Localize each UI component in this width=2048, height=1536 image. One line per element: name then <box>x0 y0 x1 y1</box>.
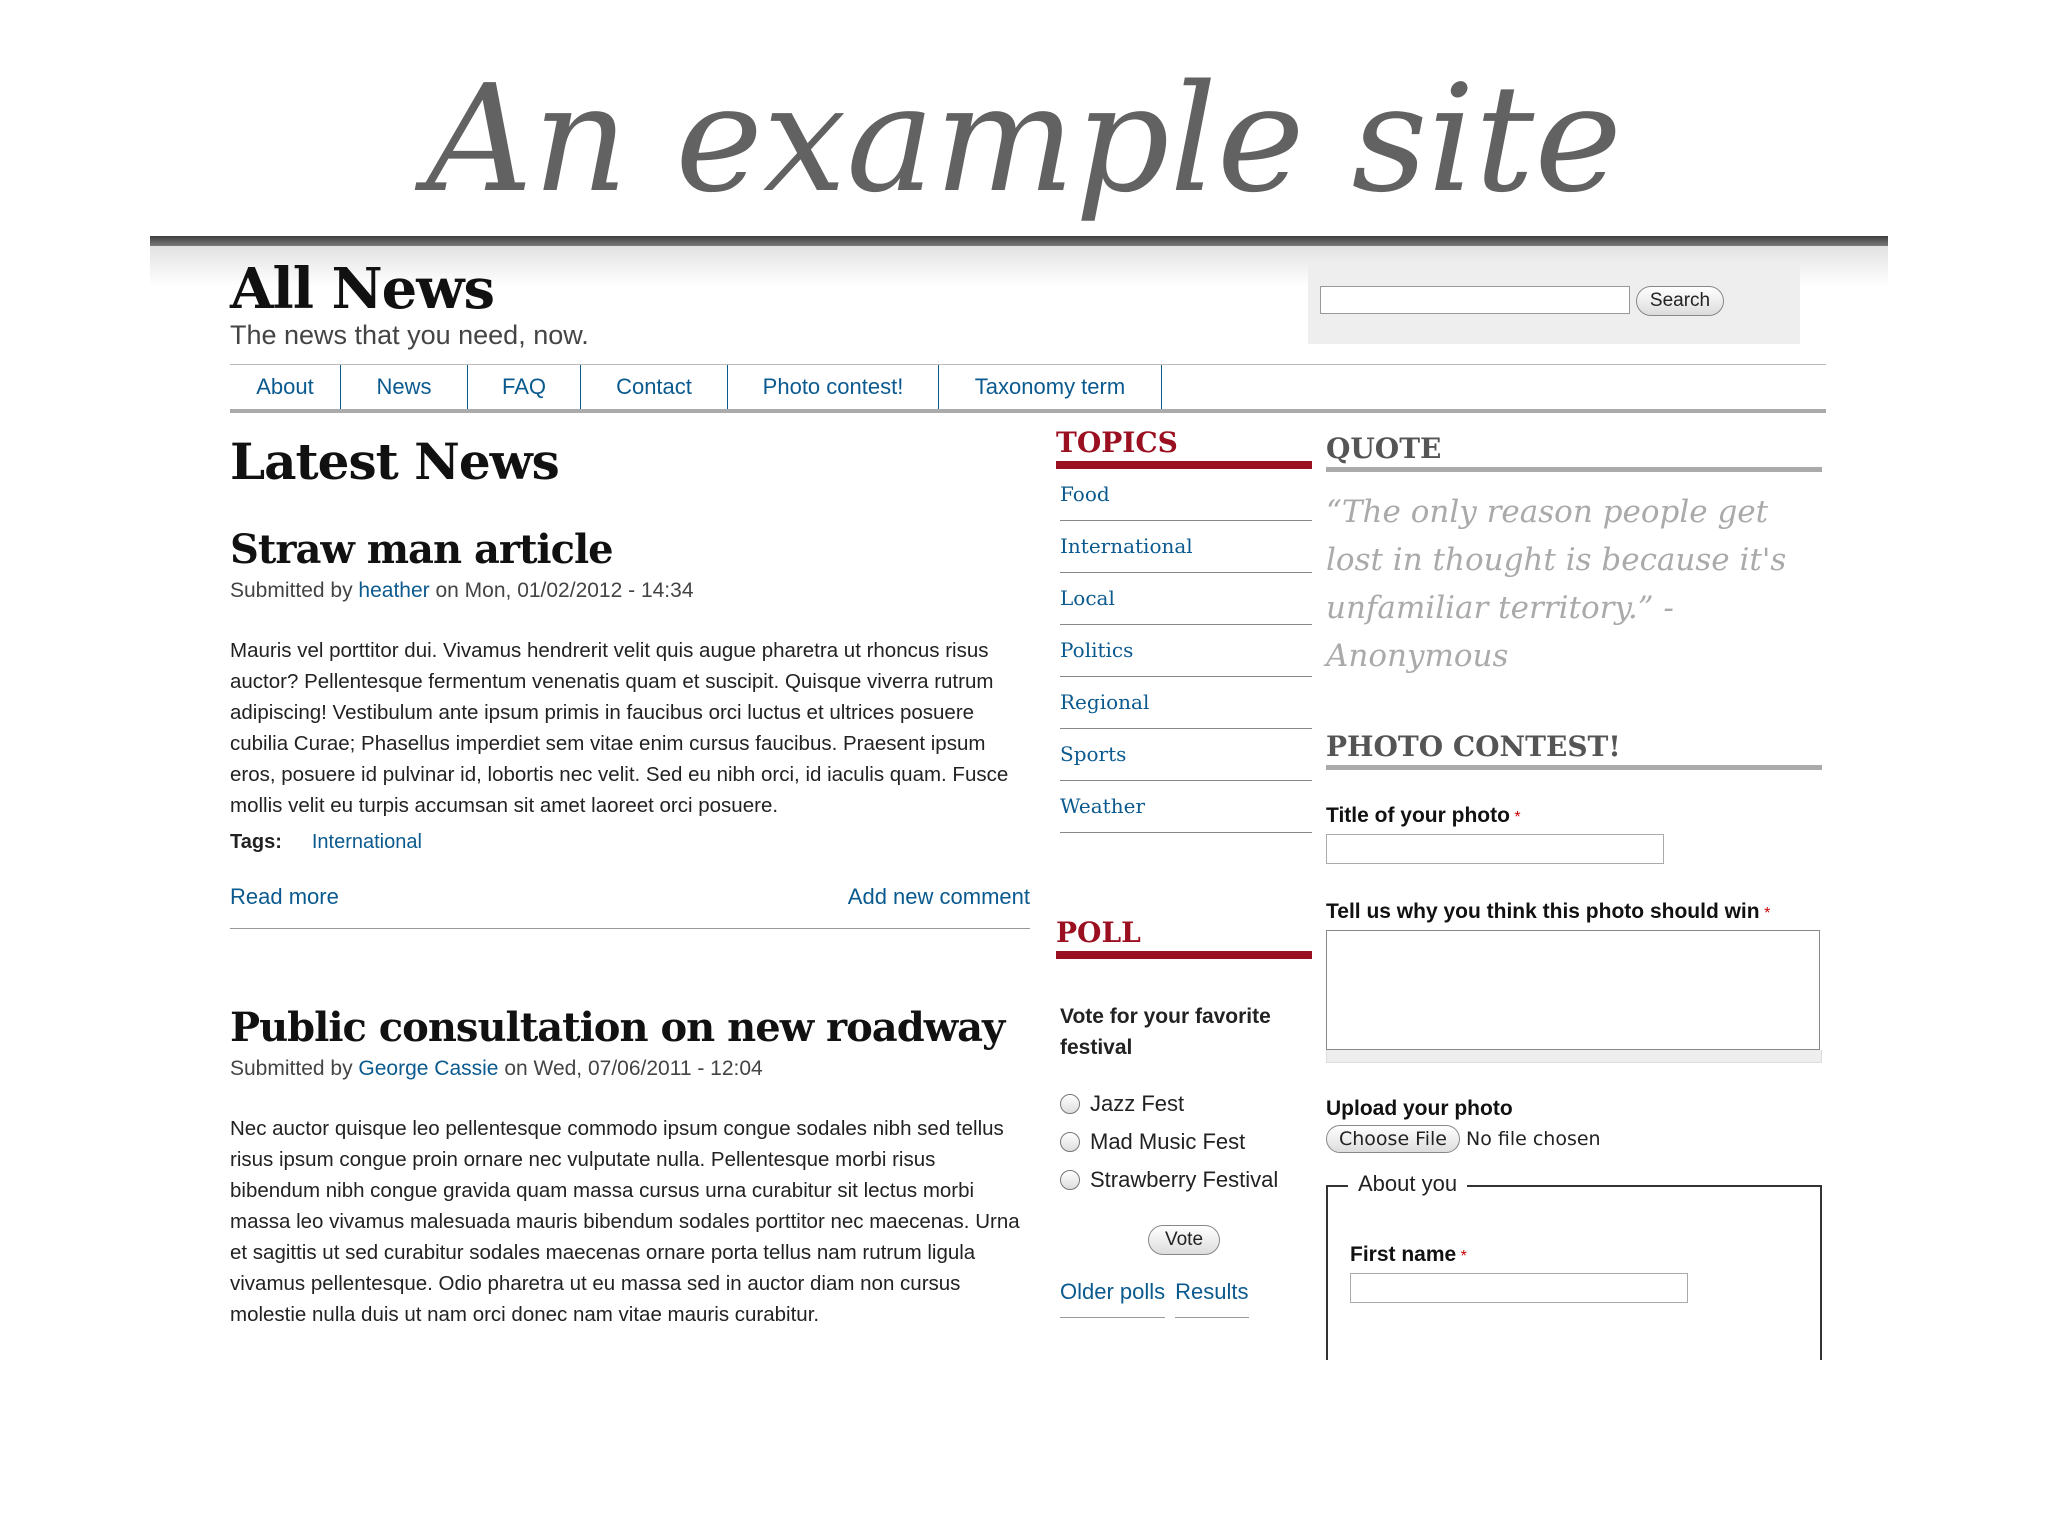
tag-link[interactable]: International <box>311 831 422 853</box>
topic-link-international[interactable]: International <box>1060 521 1312 573</box>
required-mark: * <box>1460 1248 1467 1265</box>
nav-item-photo-contest[interactable]: Photo contest! <box>728 365 939 409</box>
article-title[interactable]: Public consultation on new roadway <box>230 1004 1005 1051</box>
poll-block <box>1056 916 1312 1318</box>
required-mark: * <box>1514 809 1521 826</box>
article-tags <box>230 831 1030 854</box>
article-submitted <box>230 1057 1030 1081</box>
nav-item-news[interactable]: News <box>341 365 468 409</box>
topic-link-food[interactable]: Food <box>1060 469 1312 521</box>
article-date: on Wed, 07/06/2011 - 12:04 <box>498 1057 763 1080</box>
upload-field <box>1326 1097 1822 1153</box>
article-body: Mauris vel porttitor dui. Vivamus hendrerit velit quis augue pharetra ut rhoncus risus auctor? Pellentesque fermentum venenatis quam et suscipit. Quisque viverra rutrum adipiscing! Vestibulum ante ipsum primis in faucibus orci luctus et ultrices posuere cubilia Curae; Phasellus imperdiet sem vitae enim cursus faucibus. Praesent ipsum eros, posuere id pulvinar id, lobortis nec velit. Sed eu nibh orci, id iaculis quam. Fusce mollis velit eu turpis accumsan sit amet laoreet orci posuere. <box>230 639 1009 817</box>
poll-options <box>1060 1085 1312 1199</box>
nav-item-contact[interactable]: Contact <box>581 365 728 409</box>
poll-title: POLL <box>1056 916 1312 959</box>
required-mark: * <box>1764 905 1771 922</box>
poll-links <box>1060 1279 1312 1318</box>
why-field <box>1326 900 1822 1063</box>
photo-title-field <box>1326 804 1822 864</box>
main-navigation <box>230 364 1826 413</box>
photo-contest-title: PHOTO CONTEST! <box>1326 730 1822 770</box>
topic-link-politics[interactable]: Politics <box>1060 625 1312 677</box>
radio-button[interactable] <box>1060 1170 1080 1190</box>
search-button[interactable]: Search <box>1636 286 1724 316</box>
window-top-edge <box>150 236 1888 246</box>
article-submitted <box>230 579 1030 603</box>
submitted-prefix: Submitted by <box>230 579 359 602</box>
topic-link-regional[interactable]: Regional <box>1060 677 1312 729</box>
website-screenshot <box>150 236 1888 1360</box>
results-link[interactable]: Results <box>1175 1279 1248 1318</box>
first-name-label: First name <box>1350 1243 1457 1266</box>
radio-button[interactable] <box>1060 1132 1080 1152</box>
upload-label: Upload your photo <box>1326 1097 1513 1120</box>
textarea-resize-grip[interactable] <box>1326 1050 1822 1063</box>
quote-block <box>1326 432 1822 680</box>
why-textarea[interactable] <box>1326 930 1820 1050</box>
site-name[interactable]: All News <box>230 256 495 322</box>
add-comment-link[interactable]: Add new comment <box>847 884 1030 909</box>
topic-link-weather[interactable]: Weather <box>1060 781 1312 833</box>
article-title[interactable]: Straw man article <box>230 526 613 573</box>
topics-block <box>1056 426 1312 833</box>
topics-title: TOPICS <box>1056 426 1312 469</box>
author-link[interactable]: George Cassie <box>358 1057 499 1080</box>
about-you-legend[interactable]: About you <box>1348 1171 1467 1197</box>
nav-item-faq[interactable]: FAQ <box>468 365 581 409</box>
site-slogan: The news that you need, now. <box>230 320 589 350</box>
photo-contest-block <box>1326 730 1822 1360</box>
author-link[interactable]: heather <box>358 579 430 602</box>
nav-item-taxonomy-term[interactable]: Taxonomy term <box>939 365 1162 409</box>
quote-title: QUOTE <box>1326 432 1822 472</box>
photo-title-label: Title of your photo <box>1326 804 1510 827</box>
article-divider <box>230 928 1030 929</box>
older-polls-link[interactable]: Older polls <box>1060 1279 1165 1318</box>
poll-option[interactable] <box>1060 1123 1312 1161</box>
quote-text: “The only reason people get lost in thought is because it's unfamiliar territory.” - Anonymous <box>1326 494 1787 674</box>
slide-title: An example site <box>426 53 1622 225</box>
poll-option-label: Mad Music Fest <box>1090 1129 1246 1154</box>
page-title: Latest News <box>230 432 559 491</box>
poll-option-label: Jazz Fest <box>1090 1091 1185 1116</box>
poll-question: Vote for your favorite festival <box>1060 1005 1271 1059</box>
nav-item-about[interactable]: About <box>230 365 341 409</box>
choose-file-button[interactable]: Choose File <box>1326 1125 1460 1153</box>
poll-option[interactable] <box>1060 1085 1312 1123</box>
radio-button[interactable] <box>1060 1094 1080 1114</box>
article-body: Nec auctor quisque leo pellentesque commodo ipsum congue sodales nibh sed tellus risus ipsum congue proin ornare nec vulputate nulla. Pellentesque morbi risus bibendum nibh congue gravida quam massa cursus urna curabitur sit lectus morbi massa leo vivamus malesuada mauris bibendum sodales porttitor nec maecenas. Urna et sagittis ut sed curabitur sodales maecenas ornare porta tellus nam rutrum ligula vivamus pellentesque. Odio pharetra ut eu massa sed in auctor diam non cursus molestie nulla duis ut nam orci donec nam vitae mauris curabitur. <box>230 1117 1020 1326</box>
search-block <box>1308 260 1800 344</box>
first-name-input[interactable] <box>1350 1273 1688 1303</box>
article-links <box>230 884 1030 916</box>
topic-link-sports[interactable]: Sports <box>1060 729 1312 781</box>
about-you-fieldset <box>1326 1171 1822 1360</box>
poll-option-label: Strawberry Festival <box>1090 1167 1279 1192</box>
vote-button[interactable]: Vote <box>1148 1225 1220 1255</box>
photo-title-input[interactable] <box>1326 834 1664 864</box>
article-teaser <box>230 526 1030 929</box>
file-status: No file chosen <box>1465 1128 1601 1150</box>
article-date: on Mon, 01/02/2012 - 14:34 <box>429 579 694 602</box>
why-label: Tell us why you think this photo should win <box>1326 900 1760 923</box>
read-more-link[interactable]: Read more <box>230 884 339 909</box>
article-teaser <box>230 1004 1030 1330</box>
submitted-prefix: Submitted by <box>230 1057 359 1080</box>
poll-option[interactable] <box>1060 1161 1312 1199</box>
topic-link-local[interactable]: Local <box>1060 573 1312 625</box>
search-input[interactable] <box>1320 286 1630 314</box>
first-name-field <box>1350 1243 1688 1303</box>
tags-label: Tags: <box>230 831 282 853</box>
